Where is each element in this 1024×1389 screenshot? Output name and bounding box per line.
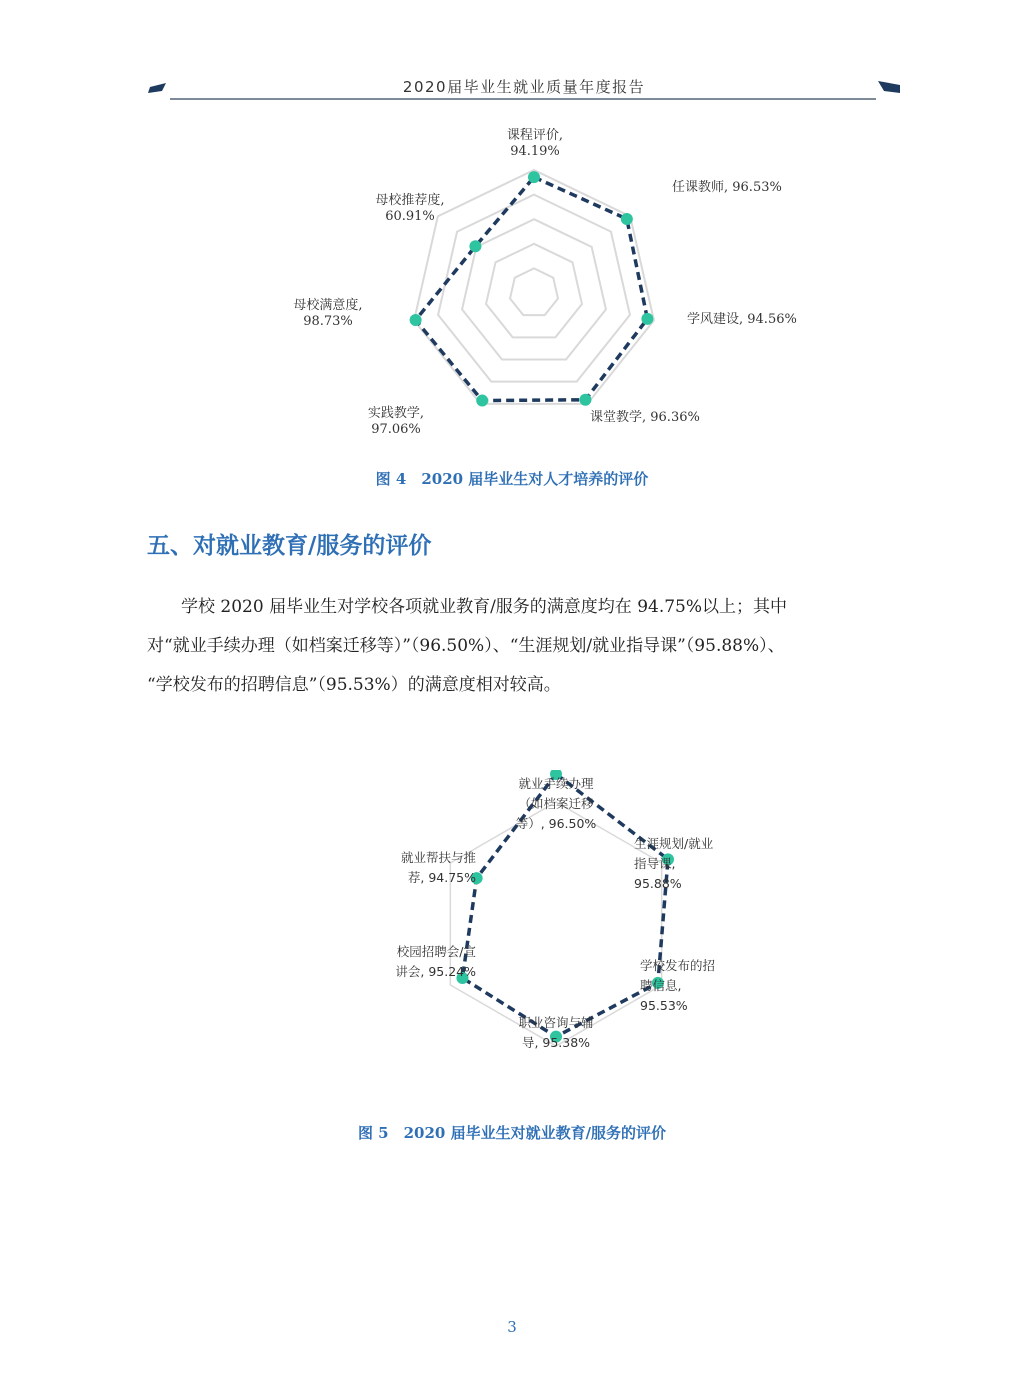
radar5-label-2: 学校发布的招聘信息, 95.53% — [640, 958, 716, 1013]
radar4-grid-ring — [414, 170, 654, 404]
page-number: 3 — [507, 1318, 517, 1336]
radar4-grid-ring — [462, 219, 606, 359]
radar4-point-5 — [410, 314, 422, 326]
radar-chart-talent-training — [0, 120, 1024, 440]
radar4-label-5: 母校满意度, 98.73% — [293, 298, 363, 329]
radar5-grid-ring — [450, 802, 661, 1046]
radar4-point-3 — [579, 394, 591, 406]
radar4-label-0: 课程评价, 94.19% — [506, 128, 564, 159]
radar5-label-5: 就业帮扶与推荐, 94.75% — [400, 850, 476, 885]
page-header — [148, 74, 900, 104]
radar5-label-4: 校园招聘会/宣讲会, 95.24% — [395, 944, 476, 979]
radar4-point-0 — [528, 171, 540, 183]
radar4-label-1: 任课教师, 96.53% — [672, 180, 782, 195]
radar4-point-2 — [641, 313, 653, 325]
radar5-label-1: 生涯规划/就业指导课, 95.88% — [634, 836, 714, 891]
radar5-series-line — [462, 774, 668, 1037]
radar4-grid-ring — [510, 268, 558, 315]
radar4-label-6: 母校推荐度, 60.91% — [375, 193, 445, 224]
radar4-point-4 — [476, 395, 488, 407]
radar4-point-1 — [621, 213, 633, 225]
header-title: 2020届毕业生就业质量年度报告 — [402, 78, 646, 96]
radar4-label-2: 学风建设, 94.56% — [687, 312, 797, 327]
figure-4-caption: 图 4 2020 届毕业生对人才培养的评价 — [375, 470, 649, 488]
radar5-label-0: 就业手续办理（如档案迁移等）, 96.50% — [515, 776, 597, 831]
radar4-point-6 — [469, 240, 481, 252]
radar5-label-3: 职业咨询与辅导, 95.38% — [518, 1015, 594, 1050]
radar4-label-3: 课堂教学, 96.36% — [590, 410, 700, 425]
paragraph-line-1: 学校 2020 届毕业生对学校各项就业教育/服务的满意度均在 94.75%以上；其中 — [147, 597, 788, 617]
radar4-label-4: 实践教学, 97.06% — [367, 406, 425, 437]
paragraph-line-3: “学校发布的招聘信息”（95.53%）的满意度相对较高。 — [147, 675, 561, 695]
figure-5-caption: 图 5 2020 届毕业生对就业教育/服务的评价 — [357, 1124, 667, 1142]
paragraph-line-2: 对“就业手续办理（如档案迁移等）”（96.50%）、“生涯规划/就业指导课”（95.88%）、 — [147, 636, 785, 656]
radar4-grid-ring — [486, 244, 582, 338]
section-heading: 五、对就业教育/服务的评价 — [147, 533, 432, 559]
radar-chart-employment-services — [0, 770, 1024, 1060]
